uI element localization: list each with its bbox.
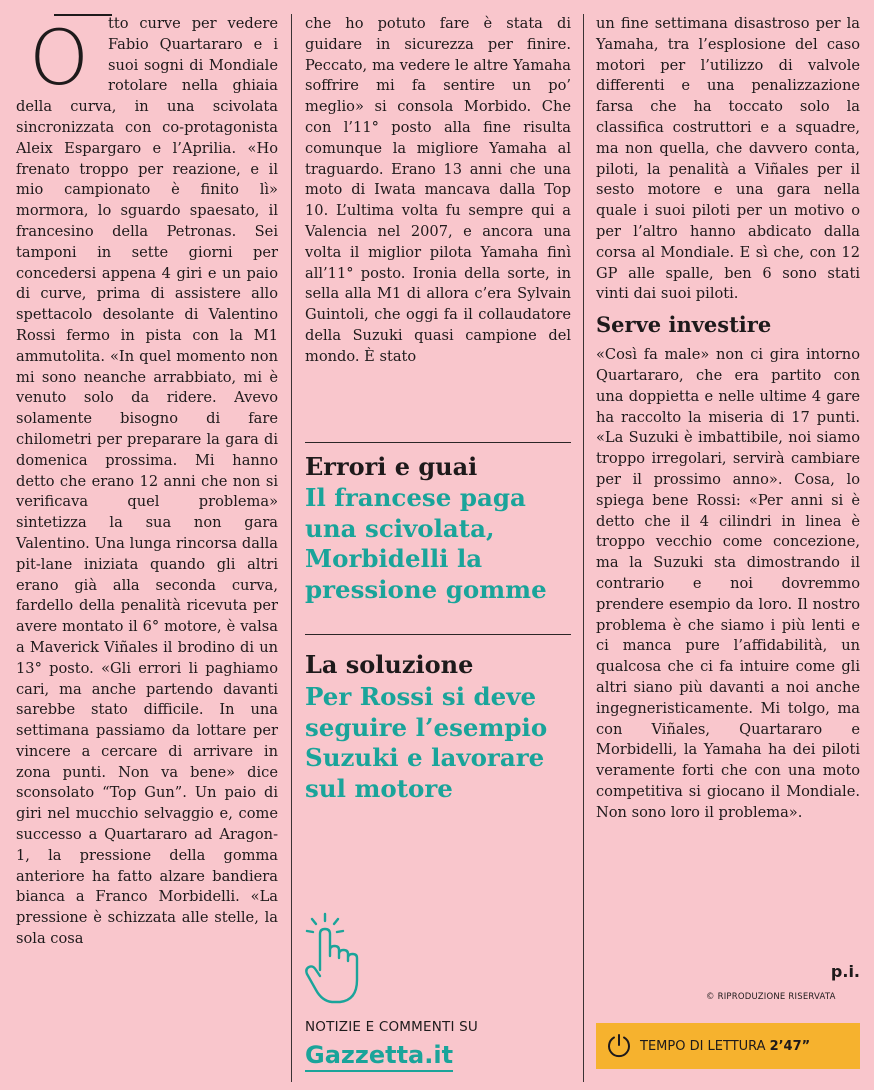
article-column-2 (305, 14, 571, 368)
reading-time-value: 2’47” (769, 1038, 811, 1054)
reading-time-badge (596, 1023, 860, 1069)
box-text: Il francese paga una scivolata, Morbidelli la pressione gomme (305, 483, 547, 604)
promo-label: NOTIZIE E COMMENTI SU (305, 1019, 478, 1035)
article-text: un fine settimana disastroso per la Yamaha, tra l’esplosione del caso motori per l’utilizzo di valvole differenti e una penalizzazione farsa che ha toccato solo la classifica costruttori e a squadre, ma non quella, che davvero conta, piloti, la penalità a Viñales per il sesto motore e una gara nella quale i suoi piloti per un motivo o per l’altro hanno abdicato dalla corsa al Mondiale. E sì che, con 12 GP alle spalle, ben 6 sono stati vinti dai suoi piloti. (596, 15, 860, 303)
box-divider (305, 442, 571, 443)
article-column-3 (596, 14, 860, 823)
dropcap-letter: O (29, 13, 89, 102)
article-text: che ho potuto fare è stata di guidare in sicurezza per finire. Peccato, ma vedere le altre Yamaha soffrire mi fa sentire un po’ meglio» si consola Morbido. Che con l’11° posto alla fine risulta comunque la migliore Yamaha al traguardo. Erano 13 anni che una moto di Iwata mancava dalla Top 10. L’ultima volta fu sempre qui a Valencia nel 2007, e ancora una volta il miglior pilota Yamaha finì all’11° posto. Ironia della sorte, in sella alla M1 di allora c’era Sylvain Guintoli, che oggi fa il collaudatore della Suzuki quasi campione del mondo. È stato (305, 15, 571, 365)
column-divider (291, 14, 292, 1082)
author-signature: p.i. (830, 962, 860, 981)
copyright-notice: © RIPRODUZIONE RISERVATA (706, 992, 836, 1002)
tap-hand-icon (300, 910, 372, 1010)
clock-icon (606, 1033, 632, 1059)
box-divider (305, 634, 571, 635)
box-text: Per Rossi si deve seguire l’esempio Suzuki e lavorare sul motore (305, 682, 548, 803)
box-title: Errori e guai (305, 452, 478, 481)
article-column-1 (16, 14, 278, 950)
gazzetta-link[interactable]: Gazzetta.it (305, 1040, 453, 1072)
article-text: tto curve per vedere Fabio Quartararo e i suoi sogni di Mondiale rotolare nella ghiaia della curva, in una scivolata sincronizzata con co-protagonista Aleix Espargaro e l’Aprilia. «Ho frenato troppo per reazione, e il mio campionato è finito lì» mormora, lo sguardo spaesato, il francesino della Petronas. Sei tamponi in sette giorni per concedersi appena 4 giri e un paio di curve, prima di assistere allo spettacolo desolante di Valentino Rossi fermo in pista con la M1 ammutolita. «In quel momento non mi sono neanche arrabbiato, mi è venuto solo da ridere. Avevo solamente bisogno di fare chilometri per preparare la gara di domenica prossima. Mi hanno detto che erano 12 anni che non si verificava quel problema» sintetizza la sua non gara Valentino. Una lunga rincorsa dalla pit-lane iniziata quando gli altri erano già alla seconda curva, fardello della penalità ricevuta per avere montato il 6° motore, è valsa a Maverick Viñales il brodino di un 13° posto. «Gli errori li paghiamo cari, ma anche partendo davanti sarebbe stato difficile. In una settimana passiamo da lottare per vincere a cercare di arrivare in zona punti. Non va bene» dice sconsolato “Top Gun”. Un paio di giri nel mucchio selvaggio e, come successo a Quartararo ad Aragon-1, la pressione della gomma anteriore ha fatto alzare bandiera bianca a Franco Morbidelli. «La pressione è schizzata alle stelle, la sola cosa (16, 15, 278, 948)
column-divider (583, 14, 584, 1082)
article-text: «Così fa male» non ci gira intorno Quartararo, che era partito con una doppietta e nelle ultime 4 gare ha raccolto la miseria di 17 punti. «La Suzuki è imbattibile, noi siamo troppo irregolari, servirà cambiare per il prossimo anno». Cosa, lo spiega bene Rossi: «Per anni si è detto che il 4 cilindri in linea è troppo vecchio come concezione, ma la Suzuki sta dimostrando il contrario e noi dovremmo prendere esempio da loro. Il nostro problema è che siamo i più lenti e ci manca pure l’affidabilità, un qualcosa che ci fa intuire come gli altri siano più davanti a noi anche ingegneristicamente. Mi tolgo, ma con Viñales, Quartararo e Morbidelli, la Yamaha ha dei piloti veramente forti che con una moto competitiva si giocano il Mondiale. Non sono loro il problema». (596, 346, 860, 821)
subheading: Serve investire (596, 312, 772, 338)
box-title: La soluzione (305, 650, 474, 679)
reading-time-label: TEMPO DI LETTURA (640, 1038, 766, 1054)
